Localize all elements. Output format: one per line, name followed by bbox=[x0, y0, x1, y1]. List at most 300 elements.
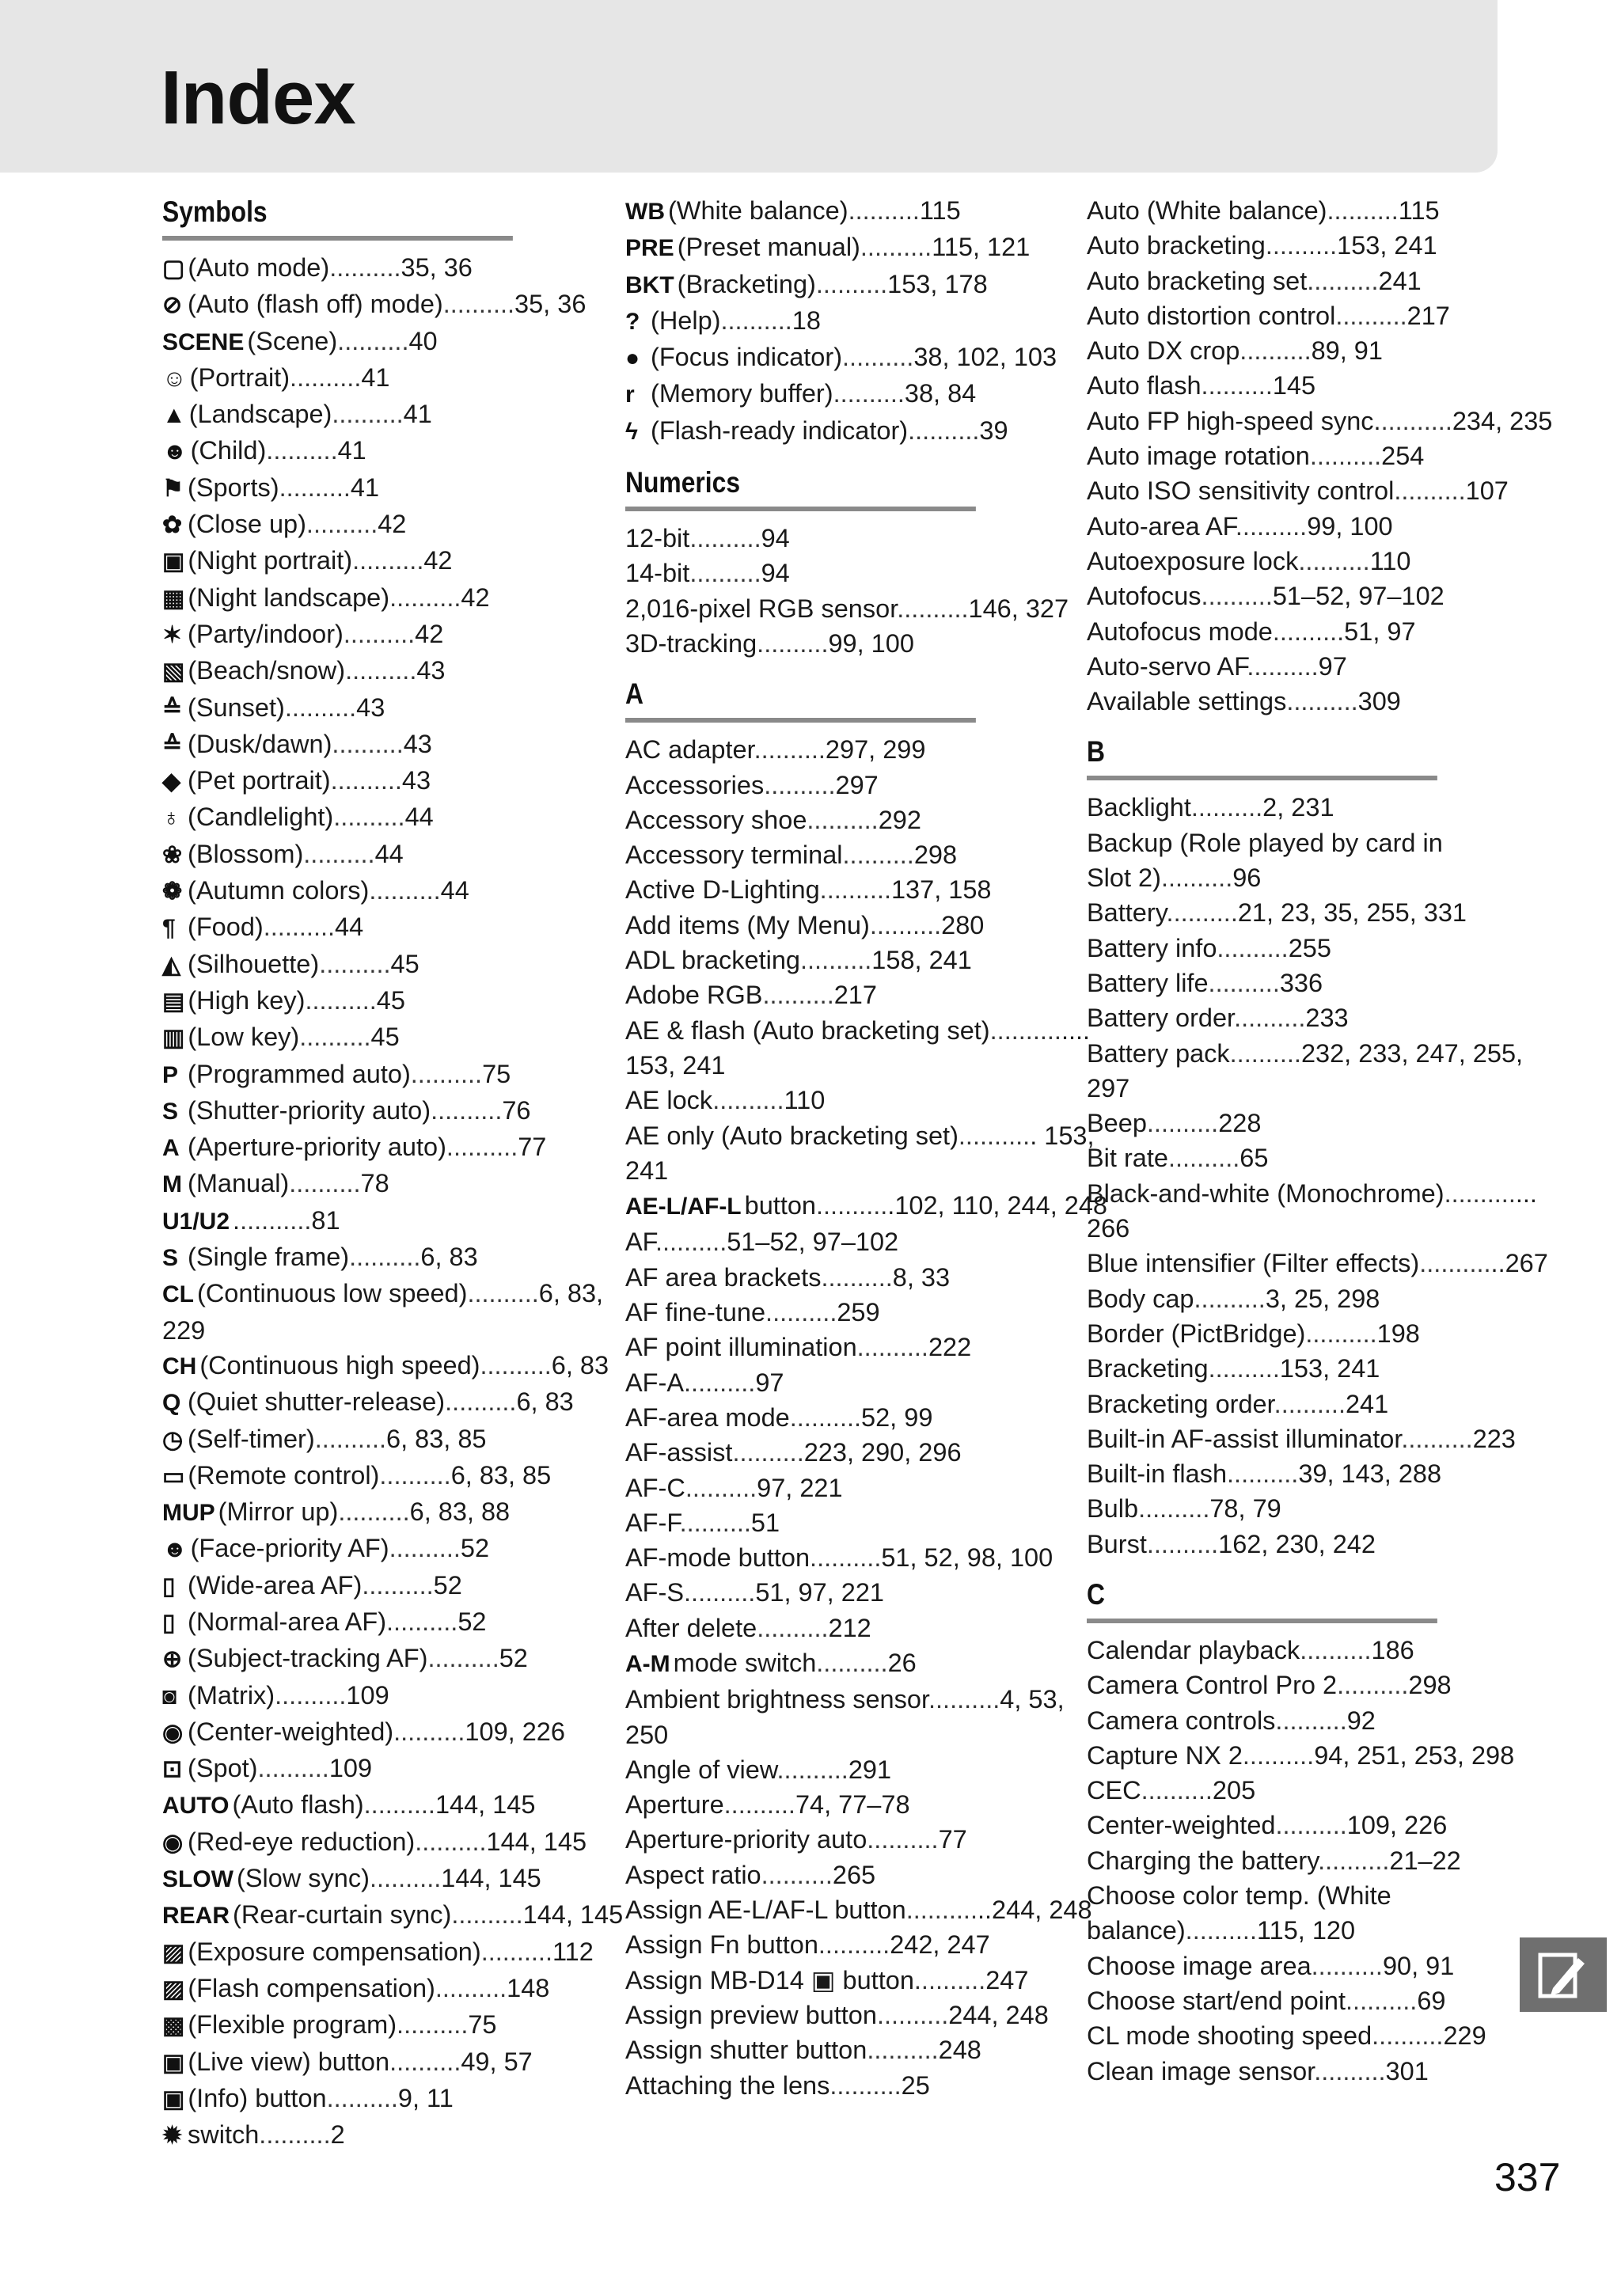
entry-pages[interactable]: 51–52, 97–102 bbox=[727, 1228, 899, 1257]
index-entry bbox=[625, 267, 1033, 303]
leader-dots: .......... bbox=[349, 1243, 421, 1272]
entry-term: Aspect ratio bbox=[625, 1860, 761, 1889]
leader-dots: .......... bbox=[1444, 1178, 1516, 1208]
entry-pages[interactable]: 297 bbox=[835, 770, 879, 799]
entry-pages[interactable]: 217 bbox=[833, 981, 877, 1010]
entry-pages[interactable]: 65 bbox=[1239, 1144, 1269, 1173]
entry-pages[interactable]: 223, 290, 296 bbox=[803, 1438, 962, 1467]
entry-pages[interactable]: 115 bbox=[919, 196, 961, 225]
symbol-icon: ⊘ bbox=[162, 292, 183, 319]
entry-pages[interactable]: 41 bbox=[337, 436, 366, 465]
entry-pages[interactable]: 241 bbox=[1378, 266, 1422, 295]
entry-pages[interactable]: 115, 121 bbox=[932, 233, 1031, 262]
entry-pages[interactable]: 90, 91 bbox=[1382, 1951, 1455, 1980]
index-entry bbox=[1087, 298, 1494, 333]
entry-term: (Rear-curtain sync) bbox=[233, 1900, 452, 1930]
entry-pages[interactable]: 110 bbox=[1369, 546, 1411, 575]
entry-pages[interactable]: 99, 100 bbox=[1307, 511, 1393, 541]
entry-term: (Child) bbox=[190, 436, 267, 465]
leader-dots: .......... bbox=[329, 253, 401, 282]
entry-pages[interactable]: 9, 11 bbox=[397, 2083, 454, 2112]
entry-pages[interactable]: 158, 241 bbox=[871, 946, 972, 975]
entry-pages[interactable]: ..267 bbox=[1490, 1249, 1548, 1278]
leader-dots: .......... bbox=[467, 1279, 539, 1308]
leader-dots: .......... bbox=[451, 1900, 523, 1930]
leader-dots: .......... bbox=[1146, 1529, 1219, 1558]
leader-dots: .......... bbox=[389, 583, 461, 612]
leader-dots: .......... bbox=[1307, 266, 1379, 295]
entry-pages[interactable]: 229 bbox=[1443, 2021, 1486, 2051]
entry-term: Angle of view bbox=[625, 1755, 777, 1784]
entry-term: AC adapter bbox=[625, 735, 754, 765]
entry-pages[interactable]: 43 bbox=[403, 729, 432, 758]
entry-continuation[interactable]: balance) bbox=[1087, 1916, 1186, 1945]
index-entry bbox=[1087, 966, 1494, 1000]
entry-pages[interactable]: 38, 102, 103 bbox=[913, 343, 1057, 372]
entry-term: CL mode shooting speed bbox=[1087, 2021, 1372, 2051]
entry-continuation[interactable]: Slot 2) bbox=[1087, 863, 1161, 893]
entry-term: Ambient brightness sensor bbox=[625, 1685, 928, 1714]
entry-pages[interactable]: 148 bbox=[507, 1973, 550, 2002]
entry-pages[interactable]: 39 bbox=[979, 416, 1008, 445]
entry-pages[interactable]: 81 bbox=[311, 1205, 340, 1235]
entry-pages[interactable]: 255 bbox=[1288, 933, 1331, 962]
entry-pages[interactable]: 297, 299 bbox=[825, 735, 926, 765]
index-section bbox=[625, 464, 1069, 661]
entry-term: (Bracketing) bbox=[677, 269, 816, 298]
index-entry bbox=[625, 1260, 1033, 1295]
entry-pages[interactable]: 223 bbox=[1472, 1424, 1516, 1453]
index-section bbox=[162, 193, 624, 2154]
index-entry bbox=[625, 732, 1033, 767]
entry-term: Battery pack bbox=[1087, 1038, 1230, 1068]
entry-term: (Programmed auto) bbox=[188, 1059, 411, 1088]
entry-pages[interactable]: 212 bbox=[828, 1613, 871, 1642]
entry-term: (Remote control) bbox=[188, 1460, 380, 1490]
leader-dots: .......... bbox=[379, 1460, 451, 1490]
leader-dots: .......... bbox=[284, 693, 357, 722]
entry-pages[interactable]: 94, 251, 253, 298 bbox=[1314, 1740, 1515, 1770]
leader-dots: .......... bbox=[290, 362, 362, 392]
index-entry bbox=[162, 1897, 624, 1934]
entry-pages[interactable]: 145 bbox=[1272, 371, 1316, 400]
leader-dots: .......... bbox=[389, 2047, 461, 2076]
entry-pages[interactable]: 43 bbox=[356, 693, 385, 722]
entry-pages[interactable]: 40 bbox=[408, 326, 438, 355]
entry-pages[interactable]: 222 bbox=[928, 1333, 972, 1362]
entry-term: Aperture bbox=[625, 1790, 724, 1820]
entry-term: Beep bbox=[1087, 1109, 1147, 1138]
index-entry bbox=[162, 1934, 594, 1971]
entry-pages[interactable]: 144, 145 bbox=[486, 1827, 587, 1856]
index-entry bbox=[625, 1224, 1033, 1259]
entry-term: (Low key) bbox=[188, 1023, 300, 1052]
entry-term: (Center-weighted) bbox=[188, 1717, 394, 1746]
entry-pages[interactable]: 205 bbox=[1212, 1776, 1256, 1805]
entry-pages[interactable]: 234, 235 bbox=[1452, 406, 1553, 435]
entry-pages[interactable]: 77 bbox=[518, 1133, 547, 1162]
entry-pages[interactable]: 76 bbox=[502, 1095, 531, 1125]
index-entry bbox=[162, 1348, 609, 1384]
index-entry bbox=[162, 1129, 570, 1166]
index-entry bbox=[1087, 649, 1494, 684]
entry-pages[interactable]: 2, 231 bbox=[1262, 793, 1334, 822]
symbol-icon: ♁ bbox=[162, 805, 180, 832]
entry-pages[interactable]: ..244, 248 bbox=[977, 1896, 1092, 1925]
entry-term: (Auto mode) bbox=[188, 253, 330, 282]
entry-pages[interactable]: 78, 79 bbox=[1209, 1494, 1281, 1524]
entry-term: Built-in AF-assist illuminator bbox=[1087, 1424, 1402, 1453]
section-heading: Numerics bbox=[625, 464, 976, 511]
entry-pages[interactable]: 244, 248 bbox=[948, 2000, 1049, 2029]
entry-continuation[interactable]: 153, 241 bbox=[625, 1050, 726, 1080]
entry-term: (Info) button bbox=[188, 2083, 327, 2112]
entry-term: Auto-area AF bbox=[1087, 511, 1236, 541]
entry-pages[interactable]: 242, 247 bbox=[890, 1930, 990, 1960]
leader-dots: .......... bbox=[905, 1896, 978, 1925]
leader-dots: .......... bbox=[800, 946, 872, 975]
leader-dots: .......... bbox=[1335, 301, 1407, 330]
entry-pages[interactable]: 198 bbox=[1376, 1319, 1420, 1348]
entry-pages[interactable]: 18 bbox=[792, 306, 821, 335]
index-entry bbox=[1087, 579, 1494, 613]
index-entry bbox=[625, 768, 1033, 803]
entry-pages[interactable]: 45 bbox=[390, 949, 419, 978]
entry-term: Assign Fn button bbox=[625, 1930, 818, 1960]
leader-dots: .......... bbox=[257, 1754, 329, 1783]
leader-dots: .......... bbox=[723, 1790, 795, 1820]
entry-term: (Candlelight) bbox=[188, 803, 334, 832]
entry-continuation[interactable]: 266 bbox=[1087, 1214, 1130, 1243]
entry-pages[interactable]: 6, 83 bbox=[551, 1350, 609, 1379]
entry-pages[interactable]: 259 bbox=[837, 1298, 880, 1327]
entry-pages[interactable]: 38, 84 bbox=[904, 379, 977, 408]
index-entry bbox=[1087, 1456, 1494, 1491]
entry-pages[interactable]: 144, 145 bbox=[522, 1900, 624, 1930]
entry-pages[interactable]: 42 bbox=[415, 619, 444, 648]
entry-pages[interactable]: 4, 53, bbox=[1000, 1685, 1065, 1714]
entry-pages[interactable]: 21, 23, 35, 255, 331 bbox=[1237, 898, 1467, 928]
entry-pages[interactable]: 42 bbox=[461, 583, 490, 612]
index-entry bbox=[1087, 1246, 1548, 1281]
entry-term: AF-C bbox=[625, 1473, 685, 1502]
entry-pages[interactable]: 94 bbox=[761, 559, 790, 588]
entry-pages[interactable]: 97 bbox=[755, 1368, 784, 1397]
entry-pages[interactable]: 298 bbox=[1408, 1671, 1452, 1700]
entry-term: AE only (Auto bracketing set) bbox=[625, 1121, 959, 1150]
entry-pages[interactable]: 217 bbox=[1407, 301, 1450, 330]
leader-dots: .......... bbox=[306, 510, 378, 539]
leader-dots: .......... bbox=[446, 1133, 518, 1162]
entry-pages[interactable]: 109, 226 bbox=[1346, 1811, 1448, 1840]
entry-pages[interactable]: 248 bbox=[938, 2036, 981, 2065]
entry-term: (Quiet shutter-release) bbox=[188, 1387, 446, 1417]
entry-pages[interactable]: 77 bbox=[938, 1825, 967, 1854]
entry-pages[interactable]: .... bbox=[1061, 1015, 1091, 1045]
entry-pages[interactable]: 44 bbox=[374, 839, 404, 868]
entry-pages[interactable]: 241 bbox=[1345, 1389, 1389, 1418]
entry-pages[interactable]: 6, 83, bbox=[538, 1279, 604, 1308]
symbol-icon: PRE bbox=[625, 235, 674, 262]
entry-term: (Scene) bbox=[247, 326, 338, 355]
leader-dots: .......... bbox=[386, 1607, 458, 1636]
entry-pages[interactable]: 186 bbox=[1371, 1635, 1414, 1664]
leader-dots: .......... bbox=[810, 1543, 882, 1573]
leader-dots: .......... bbox=[314, 1424, 386, 1453]
index-entry bbox=[625, 2032, 1033, 2067]
entry-term: (Sports) bbox=[188, 472, 279, 502]
entry-pages[interactable]: 99, 100 bbox=[828, 628, 914, 658]
entry-pages[interactable]: 74, 77–78 bbox=[795, 1790, 910, 1820]
leader-dots: .......... bbox=[1229, 1038, 1301, 1068]
entry-pages[interactable]: 153, 241 bbox=[1337, 231, 1437, 260]
entry-term: Auto bracketing set bbox=[1087, 266, 1308, 295]
index-entry bbox=[162, 837, 570, 873]
leader-dots: .......... bbox=[1242, 1740, 1315, 1770]
index-entry bbox=[625, 1927, 1033, 1962]
entry-pages[interactable]: 309 bbox=[1357, 687, 1401, 716]
leader-dots: .......... bbox=[1265, 231, 1338, 260]
entry-pages[interactable]: 298 bbox=[913, 841, 958, 870]
leader-dots: .......... bbox=[732, 1438, 804, 1467]
index-entry bbox=[625, 908, 1033, 943]
entry-pages[interactable]: . 153, bbox=[1030, 1121, 1095, 1150]
entry-pages[interactable]: 153, 241 bbox=[1279, 1354, 1380, 1383]
index-entry bbox=[1087, 1703, 1494, 1738]
entry-pages[interactable]: 292 bbox=[878, 805, 921, 834]
entry-pages[interactable]: 45 bbox=[370, 1023, 400, 1052]
entry-pages[interactable]: 6, 83, 85 bbox=[450, 1460, 552, 1490]
index-entry bbox=[625, 340, 1057, 376]
entry-term: Calendar playback bbox=[1087, 1635, 1300, 1664]
index-entry bbox=[162, 1531, 570, 1567]
entry-pages[interactable]: 43 bbox=[401, 766, 431, 795]
entry-pages[interactable]: 89, 91 bbox=[1311, 336, 1383, 366]
entry-pages[interactable]: 52 bbox=[499, 1644, 528, 1673]
index-column-3 bbox=[1087, 193, 1553, 2103]
entry-pages[interactable]: 228 bbox=[1218, 1109, 1262, 1138]
leader-dots: .......... bbox=[684, 1578, 756, 1607]
entry-term: Camera Control Pro 2 bbox=[1087, 1671, 1338, 1700]
index-entry bbox=[1087, 895, 1494, 930]
leader-dots: .......... bbox=[689, 559, 761, 588]
leader-dots: .......... bbox=[754, 735, 826, 765]
entry-pages[interactable]: 26 bbox=[887, 1648, 917, 1677]
entry-pages[interactable]: 112 bbox=[552, 1937, 594, 1966]
entry-pages[interactable]: 144, 145 bbox=[435, 1790, 536, 1820]
entry-pages[interactable]: 41 bbox=[350, 472, 380, 502]
leader-dots: .......... bbox=[842, 841, 914, 870]
index-entry bbox=[1087, 931, 1494, 966]
entry-pages[interactable]: 115 bbox=[1398, 196, 1440, 225]
entry-pages[interactable]: 51, 97 bbox=[1344, 617, 1416, 646]
entry-pages[interactable]: 109 bbox=[328, 1754, 373, 1783]
entry-pages[interactable]: .102, 110, 244, 248 bbox=[887, 1191, 1107, 1220]
symbol-icon: ◙ bbox=[162, 1683, 177, 1710]
entry-term: Center-weighted bbox=[1087, 1811, 1276, 1840]
entry-pages[interactable]: 45 bbox=[376, 985, 405, 1015]
entry-pages[interactable]: 247 bbox=[985, 1965, 1029, 1994]
entry-pages[interactable]: 110 bbox=[784, 1086, 826, 1115]
entry-pages[interactable]: 52 bbox=[457, 1607, 487, 1636]
entry-pages[interactable]: 233 bbox=[1305, 1004, 1349, 1033]
index-entry bbox=[162, 287, 587, 323]
entry-pages[interactable]: 52, 99 bbox=[861, 1402, 933, 1432]
entry-pages[interactable]: 8, 33 bbox=[892, 1262, 951, 1292]
entry-pages[interactable]: 51 bbox=[750, 1508, 780, 1537]
entry-continuation[interactable]: 297 bbox=[1087, 1073, 1130, 1102]
entry-pages[interactable]: 52 bbox=[433, 1570, 462, 1600]
entry-pages[interactable]: 265 bbox=[832, 1860, 876, 1889]
entry-pages[interactable]: 35, 36 bbox=[514, 290, 587, 319]
leader-dots: .......... bbox=[330, 766, 402, 795]
entry-pages[interactable]: 109, 226 bbox=[465, 1717, 565, 1746]
index-entry bbox=[162, 1166, 570, 1202]
entry-pages[interactable]: 41 bbox=[403, 400, 432, 429]
entry-term: AE lock bbox=[625, 1086, 713, 1115]
leader-dots: .......... bbox=[757, 1613, 829, 1642]
index-column-2 bbox=[625, 193, 1107, 2117]
index-entry bbox=[162, 1019, 570, 1056]
index-entry bbox=[1087, 1738, 1515, 1773]
entry-pages[interactable]: 107 bbox=[1465, 476, 1509, 506]
entry-term: (Beach/snow) bbox=[188, 656, 346, 685]
entry-pages[interactable]: 42 bbox=[423, 546, 453, 575]
entry-pages[interactable]: 75 bbox=[468, 2010, 497, 2040]
index-entry bbox=[1087, 1527, 1494, 1562]
leader-dots: .......... bbox=[776, 1755, 848, 1784]
symbol-icon: ≙ bbox=[162, 695, 183, 722]
entry-term: Battery order bbox=[1087, 1004, 1235, 1033]
entry-pages[interactable]: 21–22 bbox=[1389, 1846, 1461, 1875]
entry-pages[interactable]: 6, 83 bbox=[516, 1387, 574, 1417]
entry-pages[interactable]: 69 bbox=[1417, 1986, 1446, 2015]
index-entry bbox=[1087, 1036, 1524, 1071]
entry-pages[interactable]: 78 bbox=[360, 1169, 389, 1198]
leader-dots: .......... bbox=[789, 1402, 862, 1432]
leader-dots: .......... bbox=[427, 1644, 499, 1673]
entry-pages[interactable]: 35, 36 bbox=[401, 253, 473, 282]
entry-pages[interactable]: 162, 230, 242 bbox=[1218, 1529, 1376, 1558]
entry-term: (Auto flash) bbox=[232, 1790, 364, 1820]
entry-continuation[interactable]: 241 bbox=[625, 1156, 669, 1185]
index-entry bbox=[1087, 404, 1553, 438]
leader-dots: .......... bbox=[1300, 1635, 1372, 1664]
entry-term: (Exposure compensation) bbox=[188, 1937, 481, 1966]
leader-dots: .......... bbox=[345, 656, 417, 685]
index-entry-continuation bbox=[625, 1048, 1033, 1083]
entry-pages[interactable]: 42 bbox=[378, 510, 407, 539]
entry-continuation[interactable]: 229 bbox=[162, 1315, 206, 1345]
entry-pages[interactable]: 51–52, 97–102 bbox=[1272, 582, 1444, 611]
entry-pages[interactable]: 39, 143, 288 bbox=[1298, 1459, 1442, 1489]
index-entry bbox=[162, 2081, 570, 2117]
index-entry bbox=[1087, 1773, 1494, 1808]
entry-pages[interactable]: 280 bbox=[941, 910, 985, 939]
entry-pages[interactable]: 51, 97, 221 bbox=[755, 1578, 884, 1607]
entry-pages[interactable]: 92 bbox=[1346, 1706, 1376, 1735]
entry-pages[interactable]: 44 bbox=[404, 803, 434, 832]
index-entry bbox=[1087, 544, 1494, 579]
symbol-icon: ▢ bbox=[162, 256, 185, 282]
entry-pages[interactable]: 52 bbox=[460, 1534, 490, 1563]
symbol-icon: SLOW bbox=[162, 1866, 233, 1893]
entry-term: switch bbox=[188, 2120, 260, 2150]
entry-pages[interactable]: 44 bbox=[440, 876, 469, 905]
entry-pages[interactable]: 146, 327 bbox=[968, 594, 1069, 623]
entry-pages[interactable]: 75 bbox=[482, 1059, 511, 1088]
side-tab[interactable] bbox=[1520, 1937, 1607, 2012]
entry-continuation[interactable]: 250 bbox=[625, 1720, 669, 1749]
entry-pages[interactable]: 94 bbox=[761, 524, 790, 553]
entry-pages[interactable]: 6, 83, 85 bbox=[386, 1424, 487, 1453]
entry-term: (Preset manual) bbox=[677, 233, 860, 262]
index-entry bbox=[625, 1540, 1053, 1575]
page-title: Index bbox=[161, 55, 355, 140]
entry-pages[interactable]: 49, 57 bbox=[461, 2047, 533, 2076]
entry-pages[interactable]: 144, 145 bbox=[441, 1864, 541, 1893]
index-column-1 bbox=[162, 193, 624, 2168]
leader-dots: .......... bbox=[1314, 2056, 1386, 2085]
entry-pages[interactable]: 6, 83, 88 bbox=[409, 1497, 511, 1527]
entry-pages[interactable]: 6, 83 bbox=[420, 1243, 478, 1272]
symbol-icon: ? bbox=[625, 308, 640, 335]
entry-pages[interactable]: 2 bbox=[330, 2120, 345, 2150]
entry-term: (Sunset) bbox=[188, 693, 285, 722]
leader-dots: .......... bbox=[332, 729, 404, 758]
entry-pages[interactable]: 3, 25, 298 bbox=[1265, 1284, 1380, 1313]
entry-pages[interactable]: 51, 52, 98, 100 bbox=[881, 1543, 1053, 1573]
leader-dots: .......... bbox=[1372, 2021, 1444, 2051]
entry-pages[interactable]: ... bbox=[1515, 1178, 1537, 1208]
index-entry bbox=[625, 943, 1033, 977]
entry-term: 3D-tracking bbox=[625, 628, 757, 658]
leader-dots: .......... bbox=[869, 910, 942, 939]
entry-pages[interactable]: 115, 120 bbox=[1256, 1916, 1356, 1945]
symbol-icon: ◷ bbox=[162, 1426, 184, 1453]
entry-pages[interactable]: 25 bbox=[901, 2070, 930, 2100]
entry-pages[interactable]: 137, 158 bbox=[890, 875, 992, 905]
leader-dots: .......... bbox=[389, 1534, 461, 1563]
entry-pages[interactable]: 44 bbox=[335, 913, 364, 942]
entry-pages[interactable]: 301 bbox=[1385, 2056, 1429, 2085]
entry-term: AF bbox=[625, 1228, 655, 1257]
entry-pages[interactable]: 109 bbox=[346, 1680, 389, 1710]
entry-pages[interactable]: 232, 233, 247, 255, bbox=[1300, 1038, 1524, 1068]
symbol-icon: ● bbox=[625, 345, 640, 372]
leader-dots: .......... bbox=[343, 619, 416, 648]
entry-pages[interactable]: 43 bbox=[416, 656, 446, 685]
entry-term: Auto bracketing bbox=[1087, 231, 1266, 260]
entry-term: Accessories bbox=[625, 770, 765, 799]
entry-pages[interactable]: 336 bbox=[1279, 968, 1323, 997]
entry-pages[interactable]: 254 bbox=[1381, 442, 1425, 471]
entry-pages[interactable]: 291 bbox=[848, 1755, 892, 1784]
entry-pages[interactable]: 41 bbox=[361, 362, 390, 392]
index-entry bbox=[162, 580, 570, 617]
leader-dots: .......... bbox=[821, 1262, 893, 1292]
entry-term: Attaching the lens bbox=[625, 2070, 830, 2100]
symbol-icon: ▧ bbox=[162, 658, 185, 685]
entry-pages[interactable]: 153, 178 bbox=[887, 269, 988, 298]
symbol-icon: ✹ bbox=[162, 2123, 183, 2150]
entry-term: mode switch bbox=[673, 1648, 817, 1677]
entry-pages[interactable]: 96 bbox=[1232, 863, 1262, 893]
entry-term: (White balance) bbox=[667, 196, 848, 225]
entry-pages[interactable]: 97 bbox=[1318, 651, 1347, 681]
entry-pages[interactable]: 97, 221 bbox=[757, 1473, 843, 1502]
entry-term: (Face-priority AF) bbox=[190, 1534, 389, 1563]
